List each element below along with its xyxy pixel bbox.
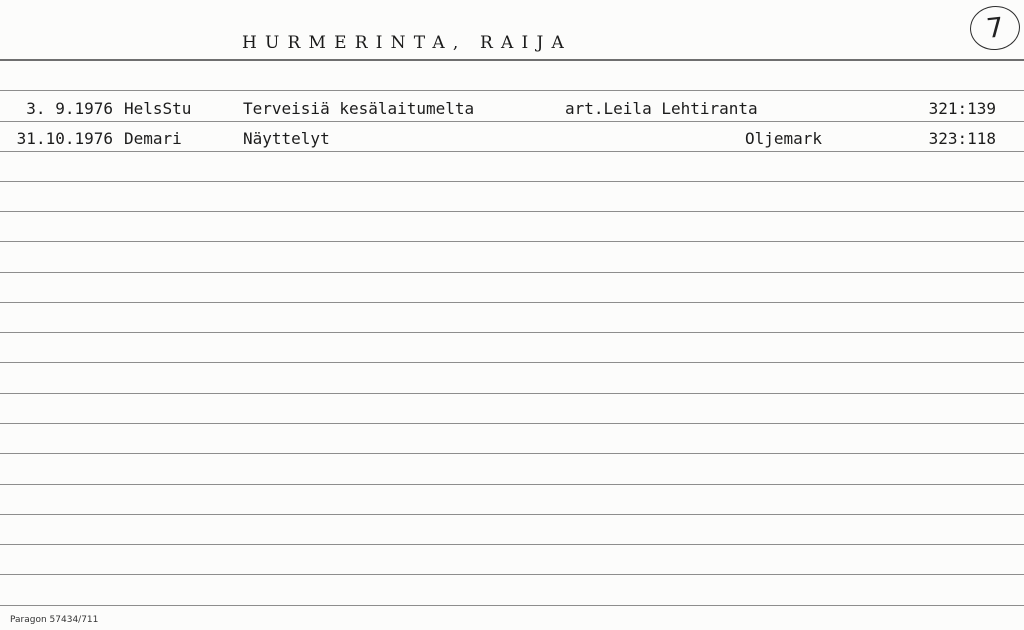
entry-date: 31.10.1976 xyxy=(16,129,113,148)
ruled-line xyxy=(0,272,1024,273)
entry-title: Terveisiä kesälaitumelta xyxy=(243,99,475,118)
entry-row xyxy=(0,99,1024,129)
ruled-line xyxy=(0,211,1024,212)
ruled-line xyxy=(0,574,1024,575)
ruled-line xyxy=(0,453,1024,454)
ruled-line xyxy=(0,484,1024,485)
ruled-line xyxy=(0,423,1024,424)
entry-author: art.Leila Lehtiranta xyxy=(565,99,758,118)
card-number: 7 xyxy=(984,11,1006,45)
entry-source: Demari xyxy=(124,129,182,148)
header-rule xyxy=(0,59,1024,61)
entry-source: HelsStu xyxy=(124,99,192,118)
ruled-line xyxy=(0,90,1024,91)
entry-row xyxy=(0,129,1024,159)
ruled-line xyxy=(0,605,1024,606)
ruled-line xyxy=(0,362,1024,363)
ruled-line xyxy=(0,393,1024,394)
entry-reference: 321:139 xyxy=(928,99,996,118)
printer-mark: Paragon 57434/711 xyxy=(10,615,99,625)
entry-author: Oljemark xyxy=(744,129,822,148)
entry-title: Näyttelyt xyxy=(243,129,330,148)
entry-reference: 323:118 xyxy=(928,129,996,148)
ruled-line xyxy=(0,181,1024,182)
card-number-badge xyxy=(968,4,1022,53)
entry-date: 3. 9.1976 xyxy=(26,99,113,118)
ruled-line xyxy=(0,332,1024,333)
ruled-line xyxy=(0,514,1024,515)
ruled-line xyxy=(0,302,1024,303)
card-title: HURMERINTA, RAIJA xyxy=(242,33,572,53)
ruled-line xyxy=(0,544,1024,545)
ruled-line xyxy=(0,241,1024,242)
